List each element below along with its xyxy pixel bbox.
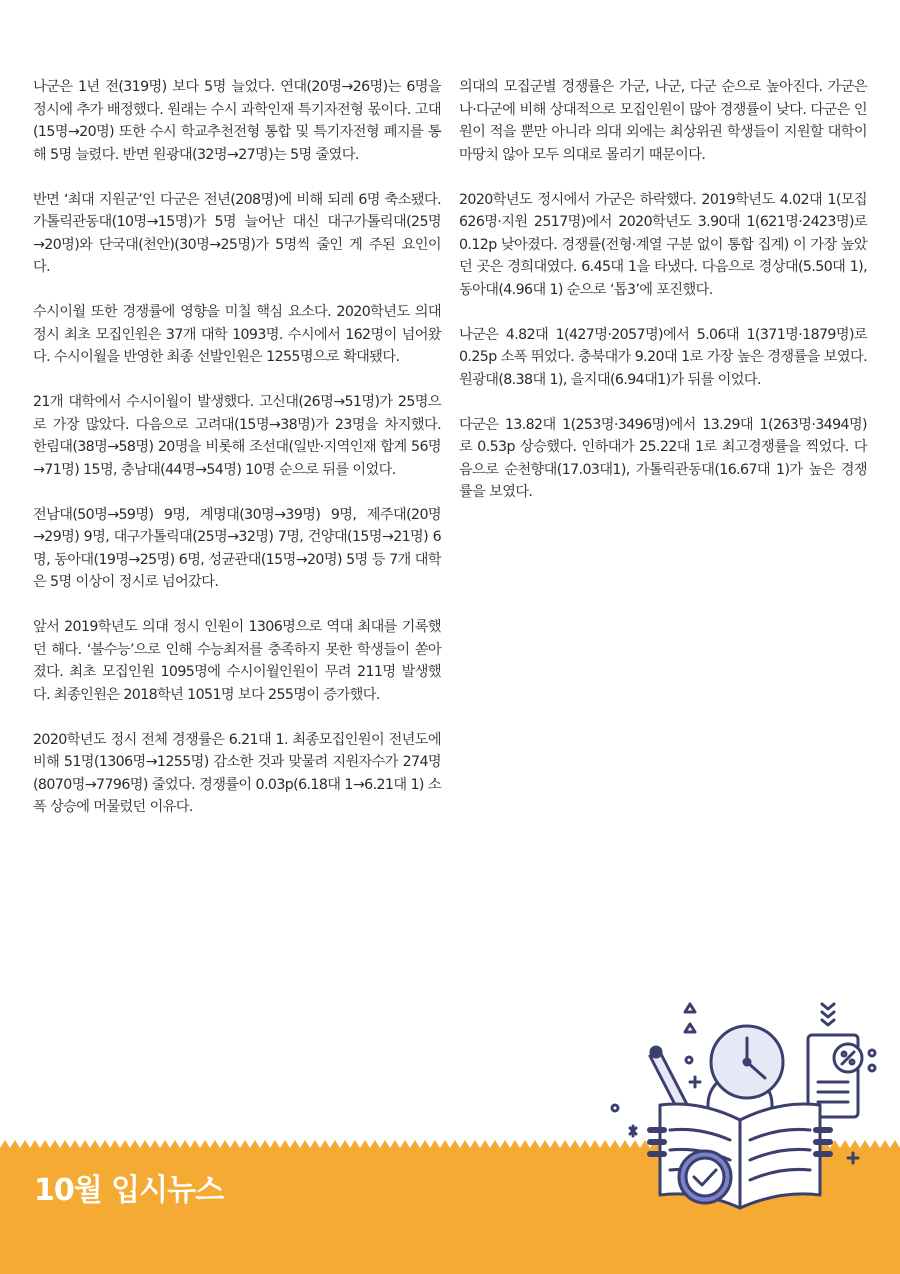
- chevron-down-icon: [822, 1004, 834, 1025]
- clock-icon: [711, 1026, 783, 1098]
- paragraph: 수시이월 또한 경쟁률에 영향을 미칠 핵심 요소다. 2020학년도 의대 정시 최초 모집인원은 37개 대학 1093명. 수시에서 162명이 넘어왔다. 수시이월을 반영한 최종 선발인원은 1255명으로 확대됐다.: [33, 304, 441, 365]
- open-book-icon: [650, 1104, 830, 1208]
- check-badge-icon: [679, 1151, 731, 1203]
- paragraph: 나군은 4.82대 1(427명·2057명)에서 5.06대 1(371명·1879명)로 0.25p 소폭 뛰었다. 충북대가 9.20대 1로 가장 높은 경쟁률을 보였다. 원광대(8.38대 1), 을지대(6.94대1)가 뒤를 이었다.: [459, 326, 867, 388]
- paragraph: 전남대(50명→59명) 9명, 계명대(30명→39명) 9명, 제주대(20명→29명) 9명, 대구가톨릭대(25명→32명) 7명, 건양대(15명→21명) 6명, 동아대(19명→25명) 6명, 성균관대(15명→20명) 5명 등 7개 대학은 5명 이상이 정시로 넘어갔다.: [33, 506, 441, 590]
- footer-title: 10월 입시뉴스: [34, 1173, 224, 1208]
- triangle-icon: [685, 1004, 695, 1012]
- paragraph: 앞서 2019학년도 의대 정시 인원이 1306명으로 역대 최대를 기록했던 해다. ‘불수능’으로 인해 수능최저를 충족하지 못한 학생들이 쏟아졌다. 최초 모집인원 1095명에 수시이월인원이 무려 211명 발생했다. 최종인원은 2018학년 1051명 보다 255명이 증가했다.: [33, 619, 441, 703]
- paragraph: 21개 대학에서 수시이월이 발생했다. 고신대(26명→51명)가 25명으로 가장 많았다. 다음으로 고려대(15명→38명)가 23명을 차지했다. 한림대(38명→58명) 20명을 비롯해 조선대(일반·지역인재 합계 56명→71명) 15명, 충남대(44명→54명) 10명 순으로 뒤를 이었다.: [33, 394, 441, 478]
- right-column: [459, 76, 867, 526]
- paragraph: 나군은 1년 전(319명) 보다 5명 늘었다. 연대(20명→26명)는 6명을 정시에 추가 배정했다. 원래는 수시 과학인재 특기자전형 몫이다. 고대(15명→20명) 또한 수시 학교추천전형 통합 및 특기자전형 폐지를 통해 5명 늘렸다. 반면 원광대(32명→27명)는 5명 줄였다.: [33, 79, 441, 163]
- triangle-icon: [685, 1024, 695, 1032]
- student-reading-icon: [590, 990, 890, 1220]
- paragraph: 다군은 13.82대 1(253명·3496명)에서 13.29대 1(263명·3494명)로 0.53p 상승했다. 인하대가 25.22대 1로 최고경쟁률을 찍었다. 다음으로 순천향대(17.03대1), 가톨릭관동대(16.67대 1)가 높은 경쟁률을 보였다.: [459, 416, 867, 500]
- paragraph: 2020학년도 정시에서 가군은 하락했다. 2019학년도 4.02대 1(모집 626명·지원 2517명)에서 2020학년도 3.90대 1(621명·2423명)로 0.12p 낮아졌다. 경쟁률(전형·계열 구분 없이 통합 집계) 이 가장 높았던 곳은 경희대였다. 6.45대 1을 타냈다. 다음으로 경상대(5.50대 1), 동아대(4.96대 1) 순으로 ‘톱3’에 포진했다.: [459, 191, 867, 298]
- paragraph: 의대의 모집군별 경쟁률은 가군, 나군, 다군 순으로 높아진다. 가군은 나·다군에 비해 상대적으로 모집인원이 많아 경쟁률이 낮다. 다군은 인원이 적을 뿐만 아니라 의대 외에는 최상위권 학생들이 지원할 대학이 마땅치 않아 모두 의대로 몰리기 때문이다.: [459, 79, 867, 163]
- left-column: [33, 76, 441, 841]
- paragraph: 2020학년도 정시 전체 경쟁률은 6.21대 1. 최종모집인원이 전년도에 비해 51명(1306명→1255명) 감소한 것과 맞물려 지원자수가 274명(8070명→7796명) 줄었다. 경쟁률이 0.03p(6.18대 1→6.21대 1) 소폭 상승에 머물렀던 이유다.: [33, 731, 441, 815]
- paragraph: 반면 ‘최대 지원군’인 다군은 전년(208명)에 비해 되레 6명 축소됐다. 가톨릭관동대(10명→15명)가 5명 늘어난 대신 대구가톨릭대(25명→20명)와 단국대(천안)(30명→25명)가 5명씩 줄인 게 주된 요인이다.: [33, 191, 441, 275]
